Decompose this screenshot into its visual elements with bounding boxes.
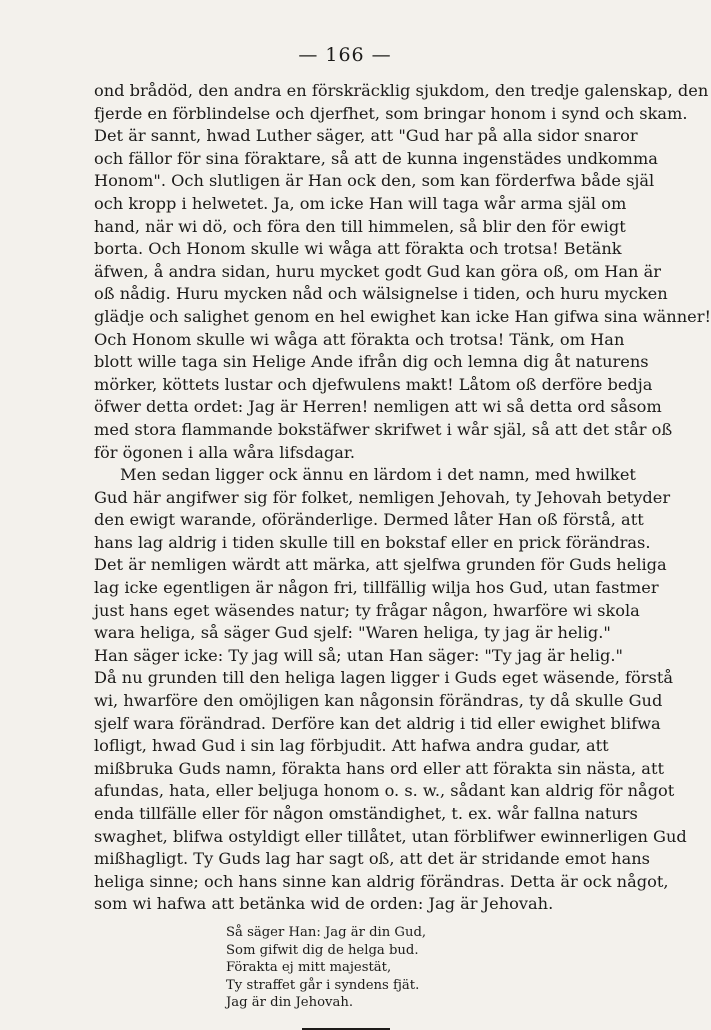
text-line: hand, när wi dö, och föra den till himmelen, så blir den för ewigt [94,216,626,236]
text-line: borta. Och Honom skulle wi wåga att förakta och trotsa! Betänk [94,239,622,259]
verse-line: Förakta ej mitt majestät, [226,960,392,976]
text-line: Det är nemligen wärdt att märka, att sjelfwa grunden för Guds heliga [94,555,667,575]
text-line: Men sedan ligger ock ännu en lärdom i det namn, med hwilket [120,465,636,485]
page-number: — 166 — [298,44,392,66]
text-line: äfwen, å andra sidan, huru mycket godt Gud kan göra oß, om Han är [94,261,662,281]
text-line: sjelf wara förändrad. Derföre kan det aldrig i tid eller ewighet blifwa [94,713,661,733]
text-line: med stora flammande bokstäfwer skrifwet i wår själ, så att det står oß [94,419,673,439]
text-line: lofligt, hwad Gud i sin lag förbjudit. Att hafwa andra gudar, att [94,736,609,756]
verse-line: Ty straffet går i syndens fjät. [226,977,420,993]
text-line: Det är sannt, hwad Luther säger, att "Gud har på alla sidor snaror [94,126,638,146]
paragraph-1 [94,80,711,464]
text-line: hans lag aldrig i tiden skulle till en bokstaf eller en prick förändras. [94,532,651,552]
text-line: Och Honom skulle wi wåga att förakta och trotsa! Tänk, om Han [94,329,625,349]
text-line: heliga sinne; och hans sinne kan aldrig förändras. Detta är ock något, [94,871,669,891]
text-line: och kropp i helwetet. Ja, om icke Han will taga wår arma själ om [94,193,627,213]
text-line: afundas, hata, eller beljuga honom o. s. w., sådant kan aldrig för något [94,781,675,801]
text-line: swaghet, blifwa ostyldigt eller tillåtet, utan förblifwer ewinnerligen Gud [94,826,687,846]
text-line: Gud här angifwer sig för folket, nemligen Jehovah, ty Jehovah betyder [94,487,671,507]
text-line: mörker, köttets lustar och djefwulens makt! Låtom oß derföre bedja [94,374,653,394]
text-line: Honom". Och slutligen är Han ock den, som kan förderfwa både själ [94,171,655,191]
text-line: den ewigt warande, oföränderlige. Dermed låter Han oß förstå, att [94,510,644,530]
text-line: glädje och salighet genom en hel ewighet kan icke Han gifwa sina wänner! [94,306,711,326]
text-line: mißbruka Guds namn, förakta hans ord eller att förakta sin nästa, att [94,758,664,778]
text-line: blott wille taga sin Helige Ande ifrån dig och lemna dig åt naturens [94,352,649,372]
text-line: som wi hafwa att betänka wid de orden: Jag är Jehovah. [94,894,554,914]
text-line: fjerde en förblindelse och djerfhet, som bringar honom i synd och skam. [94,103,688,123]
text-line: öfwer detta ordet: Jag är Herren! nemligen att wi så detta ord såsom [94,397,662,417]
verse-line: Som gifwit dig de helga bud. [226,942,419,958]
text-line: Han säger icke: Ty jag will så; utan Han säger: "Ty jag är helig." [94,645,623,665]
text-line: wi, hwarföre den omöjligen kan någonsin förändras, ty då skulle Gud [94,691,663,711]
verse-block [226,924,596,1012]
text-line: och fällor för sina föraktare, så att de kunna ingenstädes undkomma [94,148,658,168]
text-line: lag icke egentligen är någon fri, tillfällig wilja hos Gud, utan fastmer [94,578,659,598]
text-line: för ögonen i alla wåra lifsdagar. [94,442,355,462]
verse-line: Jag är din Jehovah. [226,995,354,1011]
verse-line: Så säger Han: Jag är din Gud, [226,924,427,940]
paragraph-2 [94,464,687,916]
text-line: just hans eget wäsendes natur; ty frågar någon, hwarföre wi skola [94,600,640,620]
text-line: enda tillfälle eller för någon omständighet, t. ex. wår fallna naturs [94,804,638,823]
text-line: wara heliga, så säger Gud sjelf: "Waren heliga, ty jag är helig." [94,623,611,643]
text-line: ond brådöd, den andra en förskräcklig sjukdom, den tredje galenskap, den [94,81,709,100]
text-line: mißhagligt. Ty Guds lag har sagt oß, att det är stridande emot hans [94,849,650,869]
text-line: Då nu grunden till den heliga lagen ligger i Guds eget wäsende, förstå [94,668,673,688]
text-line: oß nådig. Huru mycken nåd och wälsignelse i tiden, och huru mycken [94,284,668,304]
